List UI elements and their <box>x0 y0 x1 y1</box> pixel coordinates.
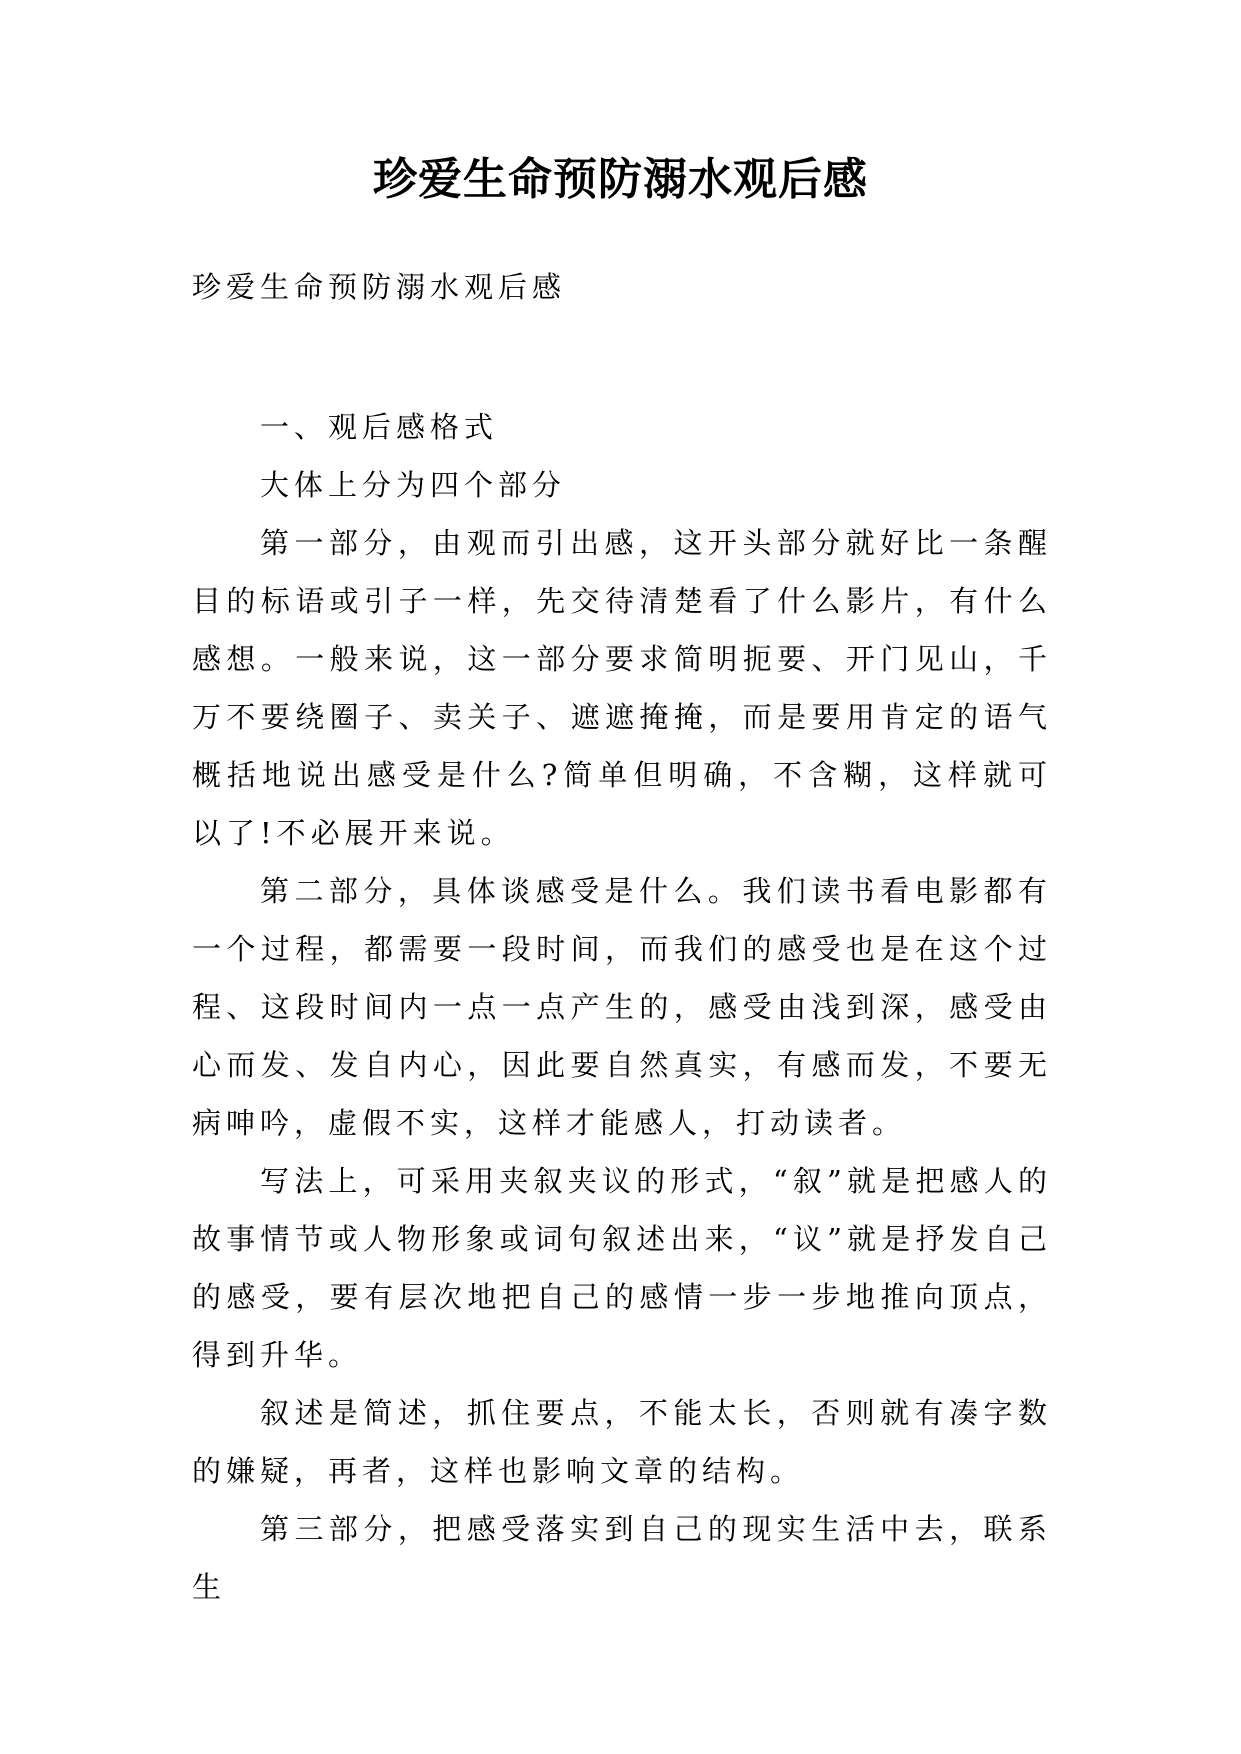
document-title: 珍爱生命预防溺水观后感 <box>373 154 868 205</box>
paragraph: 叙述是简述，抓住要点，不能太长，否则就有凑字数的嫌疑，再者，这样也影响文章的结构。 <box>192 1396 1052 1488</box>
document-body <box>192 398 1052 1616</box>
section-heading: 一、观后感格式 <box>260 410 499 444</box>
paragraph: 大体上分为四个部分 <box>260 468 567 502</box>
paragraph: 第二部分，具体谈感受是什么。我们读书看电影都有一个过程，都需要一段时间，而我们的感受也是在这个过程、这段时间内一点一点产生的，感受由浅到深，感受由心而发、发自内心，因此要自然真实，有感而发，不要无病呻吟，虚假不实，这样才能感人，打动读者。 <box>192 874 1052 1140</box>
paragraph: 写法上，可采用夹叙夹议的形式，“叙”就是把感人的故事情节或人物形象或词句叙述出来，“议”就是抒发自己的感受，要有层次地把自己的感情一步一步地推向顶点，得到升华。 <box>192 1164 1052 1372</box>
document-subtitle: 珍爱生命预防溺水观后感 <box>192 270 567 304</box>
paragraph: 第一部分，由观而引出感，这开头部分就好比一条醒目的标语或引子一样，先交待清楚看了什么影片，有什么感想。一般来说，这一部分要求简明扼要、开门见山，千万不要绕圈子、卖关子、遮遮掩掩，而是要用肯定的语气概括地说出感受是什么?简单但明确，不含糊，这样就可以了!不必展开来说。 <box>192 526 1052 850</box>
paragraph: 第三部分，把感受落实到自己的现实生活中去，联系生 <box>192 1512 1052 1604</box>
